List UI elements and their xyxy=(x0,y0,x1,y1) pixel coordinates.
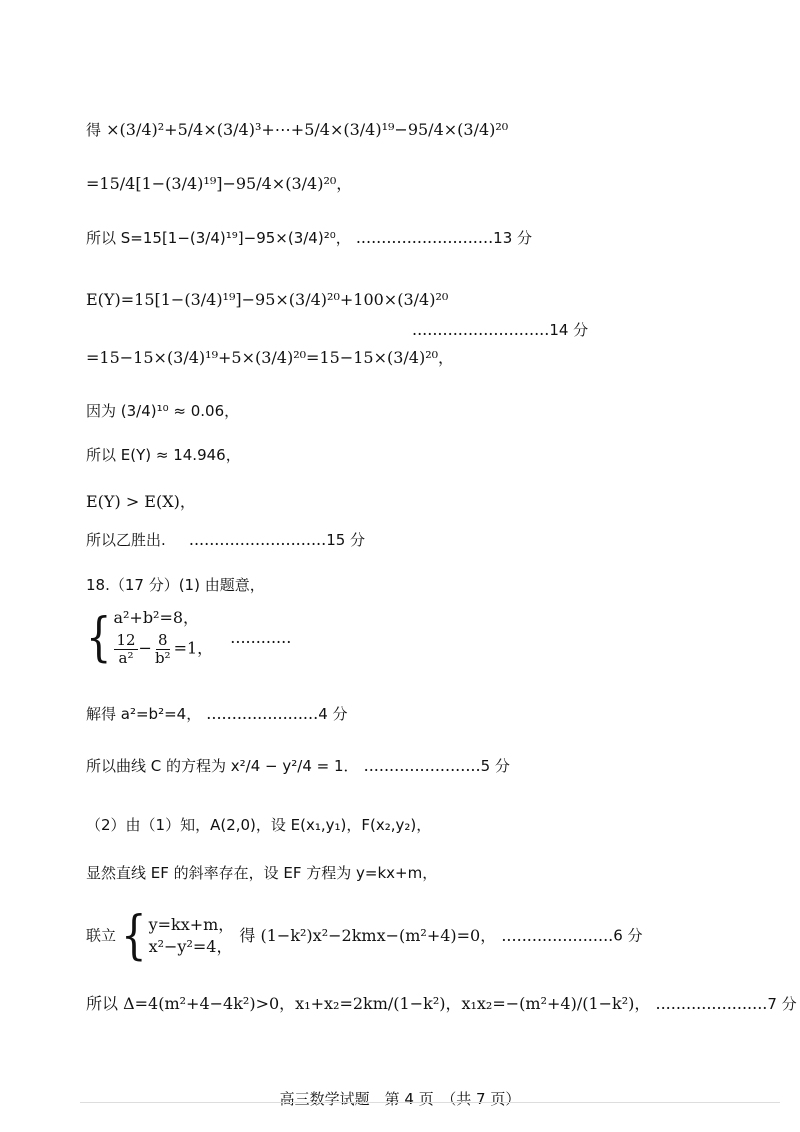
expectation-line-1: E(Y)=15[1−(3/4)¹⁹]−95×(3/4)²⁰+100×(3/4)²⁰ xyxy=(86,290,449,309)
s-result-text: 所以 S=15[1−(3/4)¹⁹]−95×(3/4)²⁰， xyxy=(86,229,351,247)
expectation-dots: ........................... xyxy=(412,320,550,339)
curve-equation-score: 5 分 xyxy=(480,757,510,775)
system1-num2: 8 xyxy=(157,631,168,649)
simultaneous-line xyxy=(86,906,643,966)
system2-eq2: x²−y²=4， xyxy=(148,937,233,956)
expectation-line-2: =15−15×(3/4)¹⁹+5×(3/4)²⁰=15−15×(3/4)²⁰， xyxy=(86,348,455,367)
quadratic-dots: ...................... xyxy=(501,926,614,945)
compare-line: E(Y) > E(X)， xyxy=(86,492,196,511)
s-result-line xyxy=(86,230,532,246)
solve-dots: ...................... xyxy=(206,704,319,723)
left-brace-icon-2: { xyxy=(121,906,147,966)
quadratic-score: 6 分 xyxy=(613,926,643,945)
system1-den1: a² xyxy=(118,648,134,667)
curve-equation-text: 所以曲线 C 的方程为 x²/4 − y²/4 = 1． xyxy=(86,757,359,775)
footer-divider xyxy=(80,1102,780,1103)
s-result-score: 13 分 xyxy=(493,229,533,247)
curve-equation-dots: ....................... xyxy=(363,756,481,775)
discriminant-text: 所以 Δ=4(m²+4−4k²)>0，x₁+x₂=2km/(1−k²)，x₁x₂=−(m²+4)/(1−k²)， xyxy=(86,994,651,1013)
page-footer: 高三数学试题 第 4 页 （共 7 页） xyxy=(279,1090,521,1108)
de-label: 得 xyxy=(86,121,102,139)
conclusion-text: 所以乙胜出. xyxy=(86,531,166,549)
left-brace-icon: { xyxy=(86,608,112,668)
line-ef-line: 显然直线 EF 的斜率存在，设 EF 方程为 y=kx+m， xyxy=(86,864,438,882)
conclusion-score: 15 分 xyxy=(326,531,366,549)
approx-line: 因为 (3/4)¹⁰ ≈ 0.06， xyxy=(86,402,240,420)
solve-score: 4 分 xyxy=(318,705,348,723)
conclusion-line xyxy=(86,532,365,548)
solve-text: 解得 a²=b²=4， xyxy=(86,705,202,723)
discriminant-line xyxy=(86,996,797,1012)
system2-eq1: y=kx+m， xyxy=(148,915,235,934)
s-result-dots: ........................... xyxy=(355,228,494,247)
ey-approx-line: 所以 E(Y) ≈ 14.946， xyxy=(86,446,241,464)
lianli-label: 联立 xyxy=(86,926,117,945)
system1-dots: ............ xyxy=(230,628,292,647)
discriminant-score: 7 分 xyxy=(767,995,797,1013)
problem-18-header: 18.（17 分）(1) 由题意， xyxy=(86,576,265,594)
equation-line-2: =15/4[1−(3/4)¹⁹]−95/4×(3/4)²⁰， xyxy=(86,174,353,193)
curve-equation-line xyxy=(86,758,510,774)
expectation-score-text: 14 分 xyxy=(549,321,589,339)
quadratic-equation: 得 (1−k²)x²−2kmx−(m²+4)=0， xyxy=(239,926,497,945)
discriminant-dots: ...................... xyxy=(655,994,768,1013)
system1-eq2-tail: =1， xyxy=(173,638,214,658)
equation-line-1 xyxy=(86,122,508,138)
equation-system-1: { a²+b²=8， $\frac{12}{\text{a²}}$ − $\frac{8}{\text{b²}}$ =1， ............ xyxy=(86,608,292,668)
part-2-line: （2）由（1）知，A(2,0)，设 E(x₁,y₁)，F(x₂,y₂)， xyxy=(86,816,432,834)
equation-line-1-tail: ×(3/4)²+5/4×(3/4)³+⋯+5/4×(3/4)¹⁹−95/4×(3/4)²⁰ xyxy=(106,120,509,139)
system1-eq1: a²+b²=8， xyxy=(113,608,200,627)
conclusion-dots: ........................... xyxy=(188,530,327,549)
expectation-score xyxy=(412,322,588,338)
system1-num1: 12 xyxy=(116,631,136,649)
solve-line xyxy=(86,706,348,722)
system1-den2: b² xyxy=(154,648,171,667)
